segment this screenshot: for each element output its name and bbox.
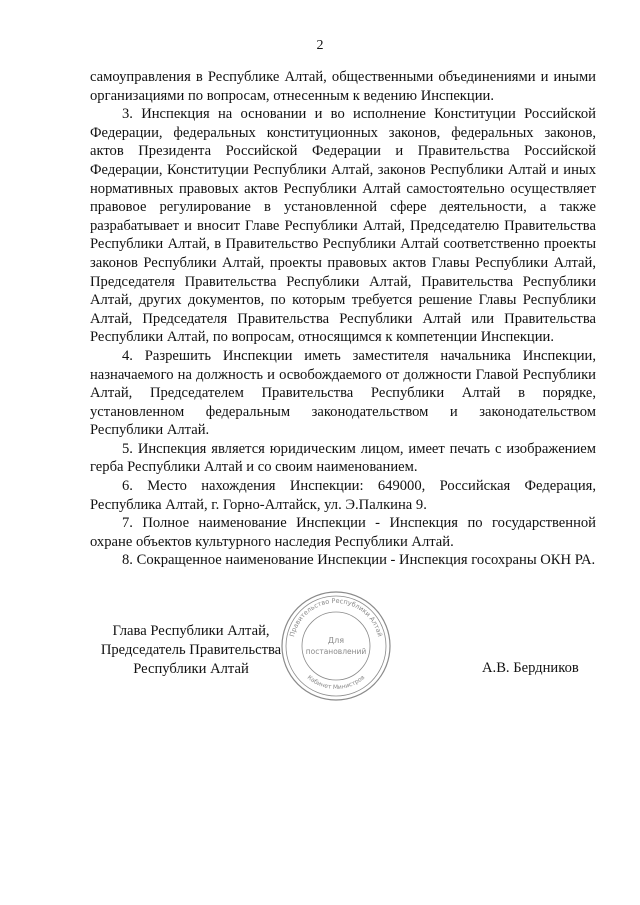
seal-ring-text-bottom: Кабинет Министров (305, 673, 367, 692)
official-seal-stamp (280, 590, 392, 702)
paragraph-5: 5. Инспекция является юридическим лицом, имеет печать с изображением герба Республики Алтай и со своим наименованием. (90, 440, 596, 476)
paragraph-6: 6. Место нахождения Инспекции: 649000, Российская Федерация, Республика Алтай, г. Горно-Алтайск, ул. Э.Палкина 9. (90, 478, 596, 513)
page-number: 2 (316, 38, 324, 53)
seal-inner-ring (286, 596, 386, 696)
paragraph-continuation: самоуправления в Республике Алтай, общественными объединениями и иными организациями по вопросам, отнесенным к ведению Инспекции. (90, 69, 596, 104)
seal-center-line2: постановлений (305, 647, 367, 656)
paragraph-7: 7. Полное наименование Инспекции - Инспекция по государственной охране объектов культурного наследия Республики Алтай. (90, 515, 596, 550)
signatory-title (91, 622, 291, 679)
seal-center-line1: Для (327, 636, 345, 645)
paragraph-3: 3. Инспекция на основании и во исполнение Конституции Российской Федерации, федеральных конституционных законов, федеральных законов, актов Президента Российской Федерации и Правительства Российской Федерации, Конституции Республики Алтай, законов Республики Алтай и иных нормативных правовых актов Республики Алтай самостоятельно осуществляет правовое регулирование в установленной сфере деятельности, а также разрабатывает и вносит Главе Республики Алтай, Председателю Правительства Республики Алтай, в Правительство Республики Алтай соответственно проекты законов Республики Алтай, проекты правовых актов Главы Республики Алтай, Председателя Правительства Республики Алтай, Правительства Республики Алтай, других документов, по которым требуется решение Главы Республики Алтай, Председателя Правительства Республики Алтай или Правительства Республики Алтай, по вопросам, относящимся к компетенции Инспекции. (90, 106, 596, 346)
paragraph-8: 8. Сокращенное наименование Инспекции - Инспекция госохраны ОКН РА. (122, 552, 596, 569)
seal-outer-ring (282, 592, 390, 700)
seal-center-ring (302, 612, 370, 680)
document-body (90, 68, 596, 570)
signatory-title-line3: Республики Алтай (133, 661, 249, 677)
signatory-title-line1: Глава Республики Алтай, (112, 623, 270, 639)
signatory-title-line2: Председатель Правительства (100, 642, 282, 658)
seal-ring-text-top: Правительство Республики Алтай (288, 596, 384, 638)
paragraph-4: 4. Разрешить Инспекции иметь заместителя начальника Инспекции, назначаемого на должность и освобождаемого от должности Главой Республики Алтай, Председателем Правительства Республики Алтай в порядке, установленном федеральным законодательством и законодательством Республики Алтай. (90, 347, 596, 439)
signatory-name: А.В. Бердников (482, 660, 579, 676)
